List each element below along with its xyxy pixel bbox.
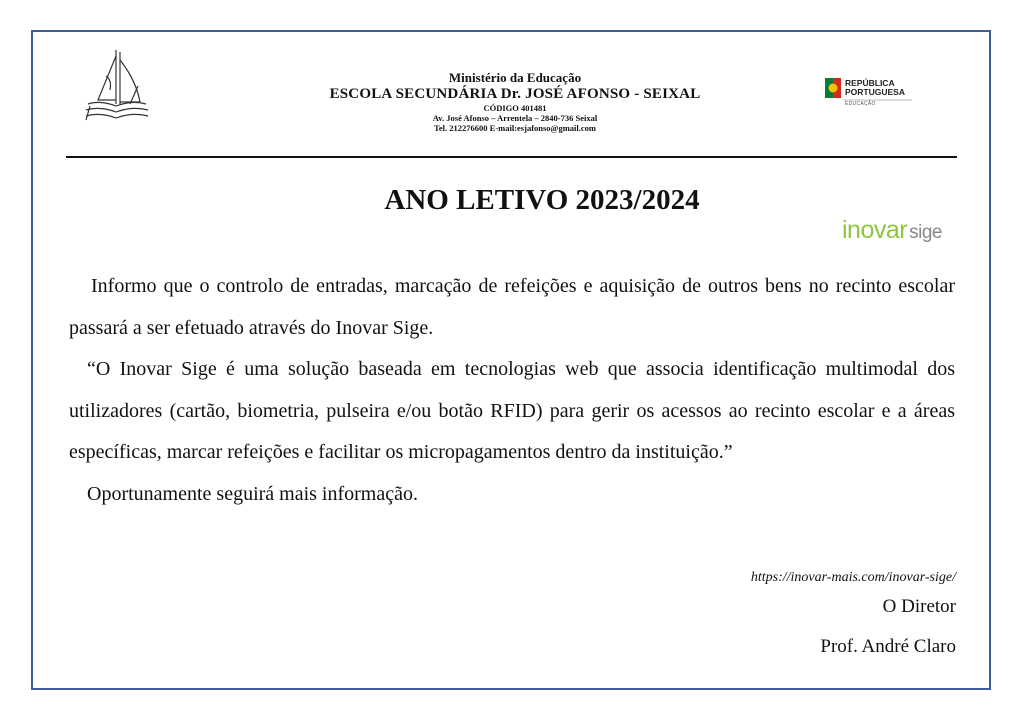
header-divider: [66, 156, 957, 158]
paragraph-1: Informo que o controlo de entradas, marcação de refeições e aquisição de outros bens no recinto escolar passará a ser efetuado através do Inovar Sige.: [69, 275, 955, 339]
republica-text: [845, 79, 905, 97]
ministry-name: Ministério da Educação: [448, 70, 582, 85]
school-header: [300, 70, 730, 133]
inovar-sige-logo: [842, 216, 942, 245]
republica-line1: REPÚBLICA: [845, 78, 895, 88]
school-address: Av. José Afonso – Arrentela – 2840-736 Seixal: [432, 113, 598, 123]
inovar-logo-sub: sige: [909, 222, 942, 243]
paragraph-3: Oportunamente seguirá mais informação.: [87, 482, 418, 505]
republica-education: EDUCAÇÃO: [845, 101, 876, 107]
school-contact: Tel. 212276600 E-mail:esjafonso@gmail.com: [434, 123, 596, 133]
school-logo-icon: [80, 46, 152, 126]
inovar-url: https://inovar-mais.com/inovar-sige/: [750, 570, 956, 585]
page-title: ANO LETIVO 2023/2024: [384, 184, 700, 216]
republica-line2: PORTUGUESA: [845, 87, 905, 97]
paragraph-2: “O Inovar Sige é uma solução baseada em tecnologias web que associa identificação multimodal dos utilizadores (cartão, biometria, pulseira e/ou botão RFID) para gerir os acessos ao recinto escolar e a áreas específicas, marcar refeições e facilitar os micropagamentos dentro da instituição.”: [69, 358, 955, 463]
inovar-logo-main: inovar: [842, 216, 908, 244]
notice-body: [69, 266, 955, 515]
signature-role: O Diretor: [882, 596, 956, 617]
school-name: ESCOLA SECUNDÁRIA Dr. JOSÉ AFONSO - SEIXAL: [329, 86, 701, 102]
school-code: CÓDIGO 401481: [483, 103, 547, 113]
signature-name: Prof. André Claro: [820, 636, 956, 657]
